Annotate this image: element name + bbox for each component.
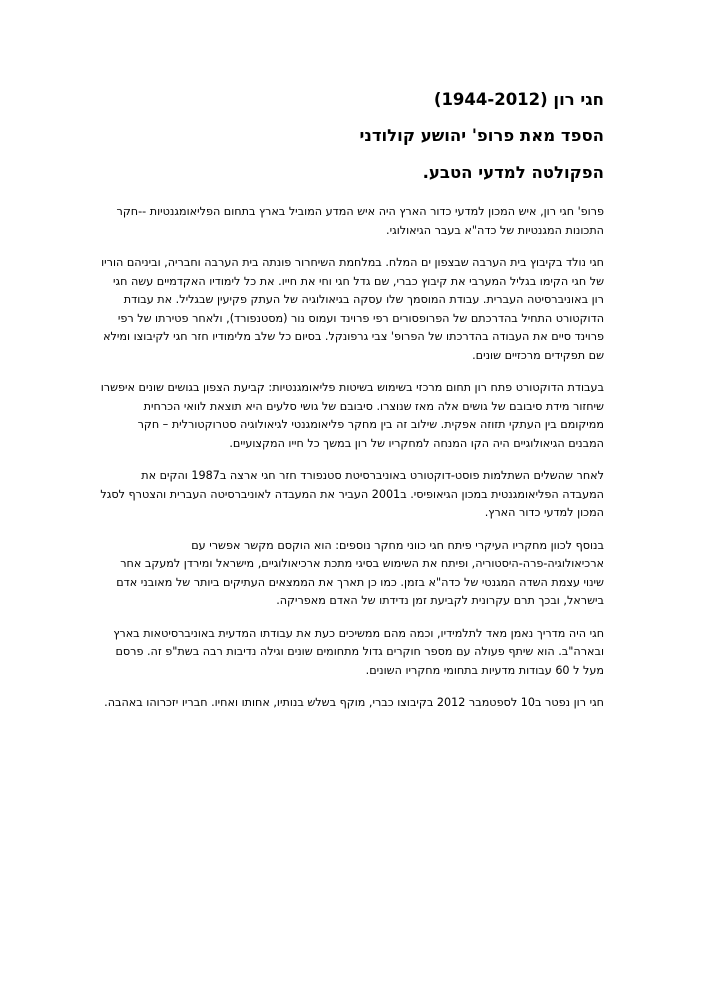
paragraph-doctorate: בעבודת הדוקטורט פתח רון תחום מרכזי בשימוש בשיטות פליאומגנטיות: קביעת הצפון בגושים שונים איפשרו שיחזור מידת סיבובם של גושים אלה מאז שנוצרו. סיבובם של גושי סלעים היא תוצאת לוואי הכרחית ממיקומם בין העתקי תזוזה אפקית. שילוב זה בין מחקר פליאומגנטי לגיאולוגיה סטרוקטורלית – חקר המבנים הגיאולוגיים היה הקו המנחה למחקריו של רון במשך כל חייו המקצועיים.	[100, 381, 604, 450]
document-title: חגי רון (1944-2012)	[433, 90, 604, 109]
paragraph-mentoring: חגי היה מדריך נאמן מאד לתלמידיו, וכמה מהם ממשיכים כעת את עבודתו המדעית באוניברסיטאות בארץ ובארה"ב. הוא שיתף פעולה עם מספר חוקרים גדול מתחומים שונים וגילה נדיבות רבה בשת"פ זה. פרסם מעל ל 60 עבודות מדעיות בתחומי מחקריו השונים.	[113, 626, 604, 677]
faculty-heading: הפקולטה למדעי הטבע.	[422, 163, 604, 182]
paragraph-biography: חגי נולד בקיבוץ בית הערבה שבצפון ים המלח. במלחמת השיחרור פונתה בית הערבה וחבריה, וביניהם הוריו של חגי הקימו בגליל המערבי את קיבוץ כברי, שם גדל חגי וחי את חייו. את כל לימודיו האקדמיים עשה חגי רון באוניברסיטה העברית. עבודת המוסמך שלו עסקה בגיאולוגיה של העתק פקיעין שבגליל. את עבודת הדוקטורט התחיל בהדרכתם של הפרופסורים רפי פרוינד ועמוס נור (מסטנפורד), ולאחר פטירתו של רפי פרוינד סיים את העבודה בהדרכתו של הפרופ' צבי גרפונקל. בסיום כל שלב מלימודיו חזר חגי לקיבוצו ומילא שם תפקידים מרכזיים שונים.	[101, 256, 604, 362]
paragraph-death: חגי רון נפטר ב10 לספטמבר 2012 בקיבוצו כברי, מוקף בשלש בנותיו, אחותו ואחיו. חבריו יזכרוהו באהבה.	[104, 696, 604, 709]
paragraph-intro: פרופ' חגי רון, איש המכון למדעי כדור הארץ היה איש המדע המוביל בארץ בתחום הפליאומגנטיות --חקר התכונות המגנטיות של כדה"א בעבר הגיאולוגי.	[116, 205, 604, 237]
paragraph-postdoc: לאחר שהשלים השתלמות פוסט-דוקטורט באוניברסיטת סטנפורד חזר חגי ארצה ב1987 והקים את המעבדה הפליאומגנטית במכון הגיאופיסי. ב2001 העביר את המעבדה לאוניברסיטה העברית והצטרף לסגל המכון למדעי כדור הארץ.	[100, 469, 604, 519]
eulogy-author-heading: הספד מאת פרופ' יהושע קולודני	[359, 126, 604, 145]
document-body	[100, 203, 604, 713]
document-content	[100, 90, 604, 727]
paragraph-research: בנוסף לכוון מחקריו העיקרי פיתח חגי כווני מחקר נוספים: הוא הוקסם מקשר אפשרי עם ארכיאולוגיה-פרה-היסטוריה, ופיתח את השימוש בסיגי מתכת ארכיאולוגיים, מישראל ומירדן למעקב אחר שינוי עצמת השדה המגנטי של כדה"א בזמן. כמו כן תארך את הממצאים העתיקים ביותר של מאובני אדם בישראל, ובכך תרם עקרונית לקביעת זמן נדידתו של האדם מאפריקה.	[116, 538, 604, 607]
